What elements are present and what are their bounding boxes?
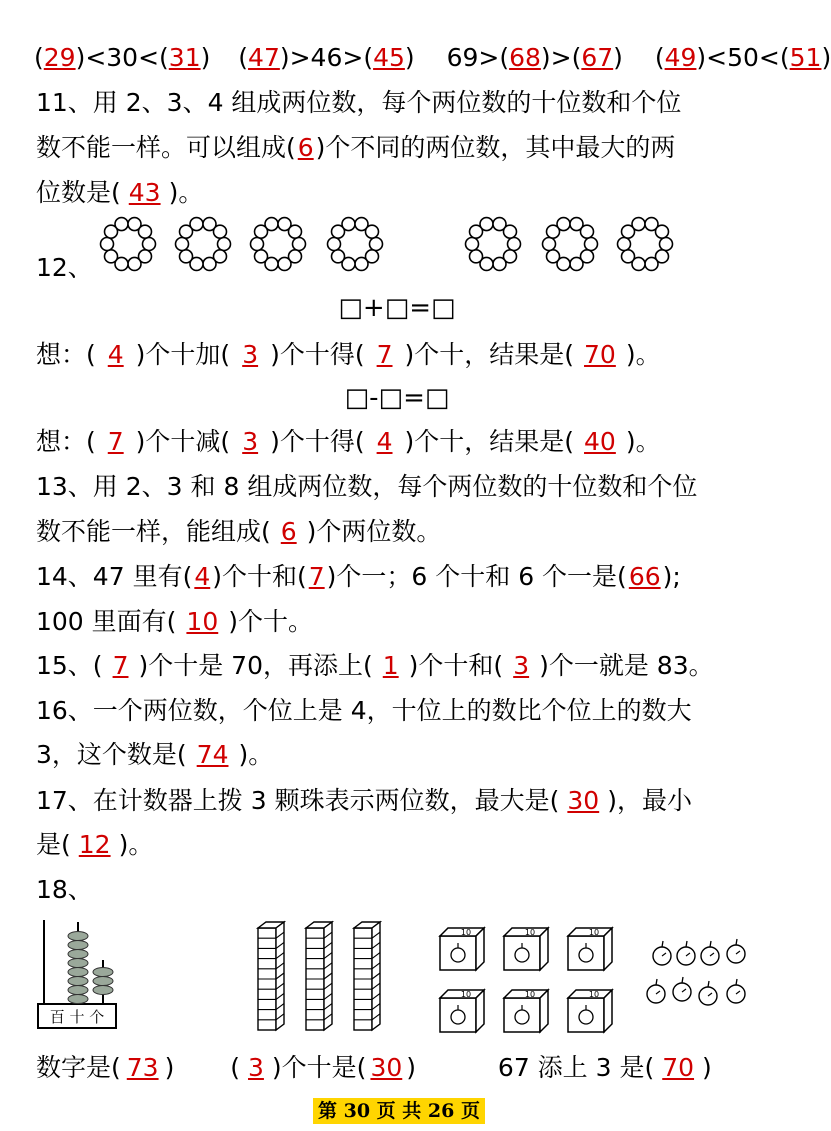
ten-circle-ring (251, 218, 306, 271)
ten-cube (504, 928, 548, 970)
cube-label: 10 (460, 990, 472, 999)
ten-circle-ring (618, 218, 673, 271)
ten-cube (568, 990, 612, 1032)
cube-label: 10 (588, 928, 600, 937)
ten-cube (504, 990, 548, 1032)
q13-line1: 13、用 2、3 和 8 组成两位数，每个两位数的十位数和个位 (36, 472, 698, 501)
ten-rod (258, 922, 284, 1030)
cube-label: 10 (460, 928, 472, 937)
q14-line1: 14、47 里有(4)个十和(7)个一；6 个十和 6 个一是(66); (36, 562, 681, 591)
q18-label: 18、 (36, 875, 93, 904)
q17-line1: 17、在计数器上拨 3 颗珠表示两位数，最大是( 30 )，最小 (36, 786, 692, 815)
equation-add: □+□=□ (338, 293, 456, 323)
apple-icon (647, 979, 665, 1003)
apple-icon (699, 981, 717, 1005)
apple-icon (673, 977, 691, 1001)
equation-sub: □-□=□ (344, 383, 450, 413)
ten-cube (568, 928, 612, 970)
page-footer: 第 30 页 共 26 页 (313, 1098, 485, 1124)
q13-line2: 数不能一样，能组成( 6 )个两位数。 (36, 517, 442, 546)
abacus-label: 百 十 个 (49, 1008, 105, 1026)
ten-circle-ring (176, 218, 231, 271)
q16-line2: 3，这个数是( 74 )。 (36, 740, 274, 769)
q15-line: 15、( 7 )个十是 70，再添上( 1 )个十和( 3 )个一就是 83。 (36, 651, 714, 680)
ten-circle-ring (328, 218, 383, 271)
cube-label: 10 (588, 990, 600, 999)
ones-apples (648, 936, 758, 1016)
ten-circle-ring (101, 218, 156, 271)
ten-rod (354, 922, 380, 1030)
comparison-row: (29)<30<(31) (47)>46>(45) 69>(68)>(67) (49)<50<(51) (34, 43, 831, 72)
cube-label: 10 (524, 990, 536, 999)
ten-rods (250, 918, 390, 1038)
q11-line2: 数不能一样。可以组成(6)个不同的两位数，其中最大的两 (36, 133, 676, 162)
apple-icon (727, 939, 745, 963)
ten-cube (440, 928, 484, 970)
apple-icon (701, 941, 719, 965)
apple-icon (677, 941, 695, 965)
q12-think-sub: 想：( 7 )个十减( 3 )个十得( 4 )个十，结果是( 40 )。 (36, 427, 661, 456)
apple-icon (727, 979, 745, 1003)
q16-line1: 16、一个两位数，个位上是 4，十位上的数比个位上的数大 (36, 696, 692, 725)
apple-icon (653, 941, 671, 965)
ten-circle-ring (543, 218, 598, 271)
ten-cubes (436, 922, 616, 1042)
q18-answers: 数字是( 73 ) ( 3 )个十是( 30 ) 67 添上 3 是( 70 ) (36, 1053, 712, 1082)
q12-think-add: 想：( 4 )个十加( 3 )个十得( 7 )个十，结果是( 70 )。 (36, 340, 661, 369)
ten-circle-ring (466, 218, 521, 271)
q14-line2: 100 里面有( 10 )个十。 (36, 607, 313, 636)
q17-line2: 是( 12 )。 (36, 830, 154, 859)
ten-rod (306, 922, 332, 1030)
ring-groups (0, 210, 800, 300)
q11-line3: 位数是( 43 )。 (36, 178, 204, 207)
q12-label: 12、 (36, 253, 93, 282)
cube-label: 10 (524, 928, 536, 937)
q11-line1: 11、用 2、3、4 组成两位数，每个两位数的十位数和个位 (36, 88, 682, 117)
abacus-illustration (36, 912, 126, 1032)
ten-cube (440, 990, 484, 1032)
